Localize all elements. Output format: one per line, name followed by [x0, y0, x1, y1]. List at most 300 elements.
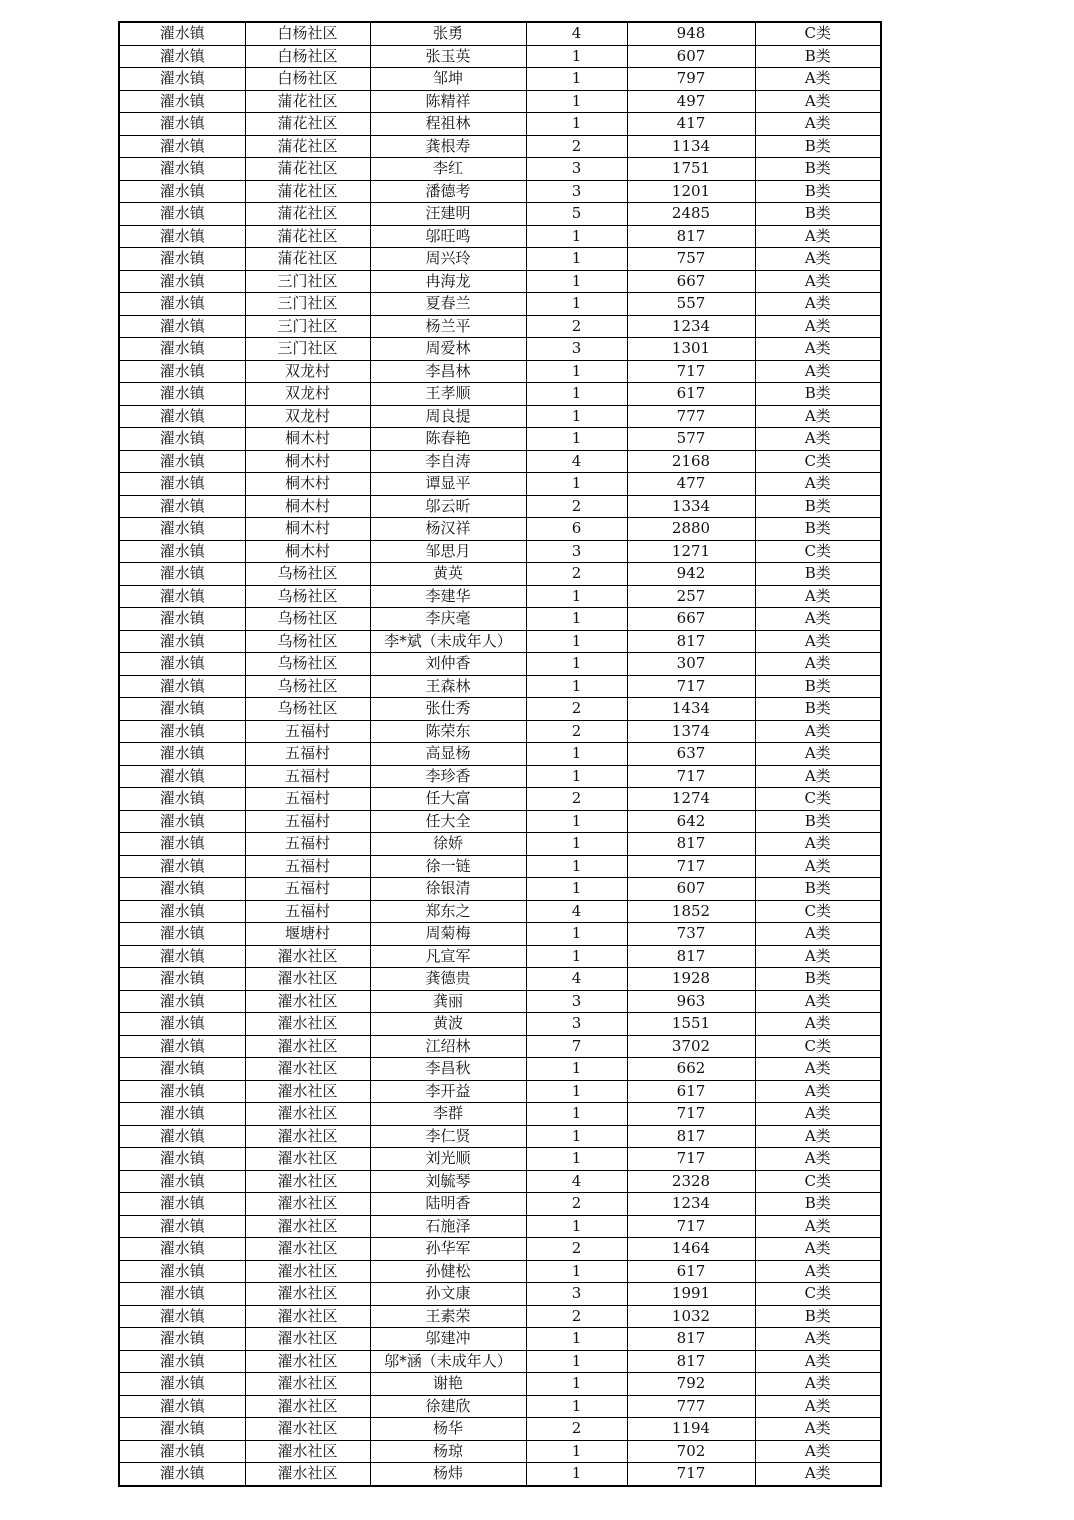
- category-cell: A类: [755, 1260, 881, 1283]
- name-cell: 徐建欣: [370, 1395, 526, 1418]
- community-cell: 白杨社区: [245, 22, 370, 45]
- household-size-cell: 4: [526, 1170, 627, 1193]
- table-row: [119, 495, 881, 518]
- name-cell: 李仁贤: [370, 1125, 526, 1148]
- category-cell: A类: [755, 1328, 881, 1351]
- household-size-cell: 1: [526, 113, 627, 136]
- household-size-cell: 1: [526, 1463, 627, 1486]
- category-cell: A类: [755, 1080, 881, 1103]
- category-cell: B类: [755, 383, 881, 406]
- household-size-cell: 1: [526, 1440, 627, 1463]
- table-row: [119, 878, 881, 901]
- name-cell: 龚根寿: [370, 135, 526, 158]
- category-cell: A类: [755, 473, 881, 496]
- household-size-cell: 2: [526, 1305, 627, 1328]
- category-cell: A类: [755, 68, 881, 91]
- household-size-cell: 3: [526, 540, 627, 563]
- category-cell: A类: [755, 833, 881, 856]
- amount-cell: 1134: [627, 135, 755, 158]
- amount-cell: 817: [627, 225, 755, 248]
- category-cell: C类: [755, 22, 881, 45]
- name-cell: 邬建冲: [370, 1328, 526, 1351]
- town-cell: 濯水镇: [119, 180, 245, 203]
- name-cell: 李珍香: [370, 765, 526, 788]
- name-cell: 周爱林: [370, 338, 526, 361]
- amount-cell: 477: [627, 473, 755, 496]
- table-row: [119, 675, 881, 698]
- town-cell: 濯水镇: [119, 585, 245, 608]
- town-cell: 濯水镇: [119, 900, 245, 923]
- household-size-cell: 4: [526, 968, 627, 991]
- amount-cell: 817: [627, 945, 755, 968]
- community-cell: 乌杨社区: [245, 630, 370, 653]
- town-cell: 濯水镇: [119, 1463, 245, 1486]
- category-cell: A类: [755, 90, 881, 113]
- household-size-cell: 1: [526, 1080, 627, 1103]
- amount-cell: 1201: [627, 180, 755, 203]
- amount-cell: 717: [627, 1148, 755, 1171]
- household-size-cell: 2: [526, 563, 627, 586]
- amount-cell: 1434: [627, 698, 755, 721]
- community-cell: 桐木村: [245, 540, 370, 563]
- town-cell: 濯水镇: [119, 945, 245, 968]
- amount-cell: 737: [627, 923, 755, 946]
- name-cell: 江绍林: [370, 1035, 526, 1058]
- community-cell: 濯水社区: [245, 1035, 370, 1058]
- name-cell: 黄波: [370, 1013, 526, 1036]
- name-cell: 孙文康: [370, 1283, 526, 1306]
- table-row: [119, 338, 881, 361]
- table-row: [119, 945, 881, 968]
- amount-cell: 1234: [627, 1193, 755, 1216]
- amount-cell: 257: [627, 585, 755, 608]
- amount-cell: 717: [627, 765, 755, 788]
- amount-cell: 1751: [627, 158, 755, 181]
- name-cell: 陈精祥: [370, 90, 526, 113]
- amount-cell: 948: [627, 22, 755, 45]
- name-cell: 谭显平: [370, 473, 526, 496]
- town-cell: 濯水镇: [119, 293, 245, 316]
- household-size-cell: 1: [526, 743, 627, 766]
- amount-cell: 1271: [627, 540, 755, 563]
- table-row: [119, 135, 881, 158]
- name-cell: 李自涛: [370, 450, 526, 473]
- household-size-cell: 1: [526, 1215, 627, 1238]
- amount-cell: 3702: [627, 1035, 755, 1058]
- community-cell: 五福村: [245, 788, 370, 811]
- town-cell: 濯水镇: [119, 1395, 245, 1418]
- table-row: [119, 698, 881, 721]
- category-cell: A类: [755, 923, 881, 946]
- amount-cell: 942: [627, 563, 755, 586]
- table-row: [119, 1080, 881, 1103]
- town-cell: 濯水镇: [119, 360, 245, 383]
- town-cell: 濯水镇: [119, 473, 245, 496]
- category-cell: B类: [755, 180, 881, 203]
- name-cell: 龚德贵: [370, 968, 526, 991]
- name-cell: 刘光顺: [370, 1148, 526, 1171]
- household-size-cell: 1: [526, 923, 627, 946]
- community-cell: 五福村: [245, 878, 370, 901]
- town-cell: 濯水镇: [119, 1193, 245, 1216]
- amount-cell: 717: [627, 1215, 755, 1238]
- data-table: [118, 21, 882, 1487]
- name-cell: 孙健松: [370, 1260, 526, 1283]
- category-cell: B类: [755, 518, 881, 541]
- household-size-cell: 1: [526, 1260, 627, 1283]
- community-cell: 白杨社区: [245, 45, 370, 68]
- amount-cell: 792: [627, 1373, 755, 1396]
- household-size-cell: 2: [526, 788, 627, 811]
- table-row: [119, 1350, 881, 1373]
- community-cell: 濯水社区: [245, 1080, 370, 1103]
- category-cell: C类: [755, 540, 881, 563]
- town-cell: 濯水镇: [119, 1058, 245, 1081]
- town-cell: 濯水镇: [119, 203, 245, 226]
- table-row: [119, 1193, 881, 1216]
- town-cell: 濯水镇: [119, 1170, 245, 1193]
- amount-cell: 557: [627, 293, 755, 316]
- category-cell: A类: [755, 1440, 881, 1463]
- table-row: [119, 720, 881, 743]
- town-cell: 濯水镇: [119, 383, 245, 406]
- name-cell: 郑东之: [370, 900, 526, 923]
- amount-cell: 817: [627, 630, 755, 653]
- category-cell: B类: [755, 810, 881, 833]
- household-size-cell: 3: [526, 158, 627, 181]
- name-cell: 张勇: [370, 22, 526, 45]
- town-cell: 濯水镇: [119, 878, 245, 901]
- household-size-cell: 1: [526, 630, 627, 653]
- table-row: [119, 923, 881, 946]
- category-cell: A类: [755, 113, 881, 136]
- amount-cell: 642: [627, 810, 755, 833]
- table-row: [119, 990, 881, 1013]
- community-cell: 濯水社区: [245, 1238, 370, 1261]
- name-cell: 谢艳: [370, 1373, 526, 1396]
- category-cell: B类: [755, 675, 881, 698]
- table-row: [119, 1395, 881, 1418]
- table-row: [119, 1103, 881, 1126]
- category-cell: A类: [755, 1215, 881, 1238]
- town-cell: 濯水镇: [119, 22, 245, 45]
- town-cell: 濯水镇: [119, 450, 245, 473]
- town-cell: 濯水镇: [119, 1148, 245, 1171]
- name-cell: 李昌秋: [370, 1058, 526, 1081]
- table-row: [119, 68, 881, 91]
- household-size-cell: 2: [526, 315, 627, 338]
- town-cell: 濯水镇: [119, 1283, 245, 1306]
- category-cell: A类: [755, 293, 881, 316]
- category-cell: A类: [755, 720, 881, 743]
- household-size-cell: 2: [526, 1418, 627, 1441]
- table-row: [119, 563, 881, 586]
- community-cell: 濯水社区: [245, 1305, 370, 1328]
- name-cell: 王森林: [370, 675, 526, 698]
- category-cell: B类: [755, 968, 881, 991]
- table-row: [119, 203, 881, 226]
- household-size-cell: 1: [526, 270, 627, 293]
- category-cell: A类: [755, 1350, 881, 1373]
- household-size-cell: 1: [526, 1350, 627, 1373]
- community-cell: 双龙村: [245, 360, 370, 383]
- name-cell: 程祖林: [370, 113, 526, 136]
- table-row: [119, 1328, 881, 1351]
- table-row: [119, 1283, 881, 1306]
- table-row: [119, 22, 881, 45]
- town-cell: 濯水镇: [119, 788, 245, 811]
- table-row: [119, 1373, 881, 1396]
- community-cell: 濯水社区: [245, 945, 370, 968]
- name-cell: 龚丽: [370, 990, 526, 1013]
- amount-cell: 1852: [627, 900, 755, 923]
- amount-cell: 607: [627, 878, 755, 901]
- table-row: [119, 1058, 881, 1081]
- town-cell: 濯水镇: [119, 1013, 245, 1036]
- community-cell: 桐木村: [245, 473, 370, 496]
- town-cell: 濯水镇: [119, 563, 245, 586]
- amount-cell: 577: [627, 428, 755, 451]
- household-size-cell: 1: [526, 1125, 627, 1148]
- name-cell: 李庆毫: [370, 608, 526, 631]
- community-cell: 濯水社区: [245, 1013, 370, 1036]
- name-cell: 杨炜: [370, 1463, 526, 1486]
- household-size-cell: 4: [526, 22, 627, 45]
- community-cell: 濯水社区: [245, 1283, 370, 1306]
- category-cell: A类: [755, 653, 881, 676]
- town-cell: 濯水镇: [119, 1260, 245, 1283]
- town-cell: 濯水镇: [119, 630, 245, 653]
- community-cell: 桐木村: [245, 518, 370, 541]
- community-cell: 五福村: [245, 900, 370, 923]
- town-cell: 濯水镇: [119, 495, 245, 518]
- amount-cell: 797: [627, 68, 755, 91]
- community-cell: 蒲花社区: [245, 248, 370, 271]
- category-cell: B类: [755, 135, 881, 158]
- community-cell: 乌杨社区: [245, 698, 370, 721]
- community-cell: 濯水社区: [245, 1418, 370, 1441]
- community-cell: 濯水社区: [245, 1058, 370, 1081]
- community-cell: 乌杨社区: [245, 608, 370, 631]
- community-cell: 五福村: [245, 833, 370, 856]
- name-cell: 陈荣东: [370, 720, 526, 743]
- household-size-cell: 4: [526, 450, 627, 473]
- table-row: [119, 225, 881, 248]
- table-row: [119, 788, 881, 811]
- category-cell: A类: [755, 1125, 881, 1148]
- community-cell: 濯水社区: [245, 1148, 370, 1171]
- town-cell: 濯水镇: [119, 1215, 245, 1238]
- community-cell: 濯水社区: [245, 1350, 370, 1373]
- community-cell: 乌杨社区: [245, 563, 370, 586]
- table-row: [119, 1013, 881, 1036]
- name-cell: 陈春艳: [370, 428, 526, 451]
- name-cell: 陆明香: [370, 1193, 526, 1216]
- table-row: [119, 405, 881, 428]
- category-cell: B类: [755, 1193, 881, 1216]
- household-size-cell: 1: [526, 45, 627, 68]
- category-cell: B类: [755, 158, 881, 181]
- category-cell: A类: [755, 990, 881, 1013]
- category-cell: A类: [755, 338, 881, 361]
- name-cell: 李建华: [370, 585, 526, 608]
- category-cell: A类: [755, 608, 881, 631]
- amount-cell: 817: [627, 1125, 755, 1148]
- amount-cell: 617: [627, 1080, 755, 1103]
- name-cell: 刘仲香: [370, 653, 526, 676]
- name-cell: 任大全: [370, 810, 526, 833]
- name-cell: 张玉英: [370, 45, 526, 68]
- community-cell: 濯水社区: [245, 1125, 370, 1148]
- community-cell: 濯水社区: [245, 1440, 370, 1463]
- category-cell: C类: [755, 900, 881, 923]
- household-size-cell: 1: [526, 878, 627, 901]
- household-size-cell: 1: [526, 1373, 627, 1396]
- table-row: [119, 45, 881, 68]
- table-row: [119, 248, 881, 271]
- name-cell: 石施泽: [370, 1215, 526, 1238]
- category-cell: B类: [755, 495, 881, 518]
- town-cell: 濯水镇: [119, 270, 245, 293]
- town-cell: 濯水镇: [119, 1328, 245, 1351]
- name-cell: 邬云昕: [370, 495, 526, 518]
- amount-cell: 667: [627, 608, 755, 631]
- category-cell: A类: [755, 270, 881, 293]
- town-cell: 濯水镇: [119, 675, 245, 698]
- category-cell: B类: [755, 1305, 881, 1328]
- town-cell: 濯水镇: [119, 315, 245, 338]
- table-row: [119, 450, 881, 473]
- community-cell: 乌杨社区: [245, 585, 370, 608]
- community-cell: 蒲花社区: [245, 135, 370, 158]
- category-cell: A类: [755, 1238, 881, 1261]
- town-cell: 濯水镇: [119, 338, 245, 361]
- category-cell: C类: [755, 1283, 881, 1306]
- table-row: [119, 743, 881, 766]
- town-cell: 濯水镇: [119, 608, 245, 631]
- household-size-cell: 5: [526, 203, 627, 226]
- name-cell: 王孝顺: [370, 383, 526, 406]
- community-cell: 蒲花社区: [245, 180, 370, 203]
- household-size-cell: 2: [526, 1193, 627, 1216]
- community-cell: 五福村: [245, 855, 370, 878]
- category-cell: A类: [755, 1103, 881, 1126]
- town-cell: 濯水镇: [119, 765, 245, 788]
- town-cell: 濯水镇: [119, 810, 245, 833]
- name-cell: 李*斌（未成年人）: [370, 630, 526, 653]
- town-cell: 濯水镇: [119, 540, 245, 563]
- table-row: [119, 608, 881, 631]
- name-cell: 杨汉祥: [370, 518, 526, 541]
- town-cell: 濯水镇: [119, 113, 245, 136]
- category-cell: A类: [755, 360, 881, 383]
- town-cell: 濯水镇: [119, 158, 245, 181]
- town-cell: 濯水镇: [119, 1350, 245, 1373]
- category-cell: C类: [755, 450, 881, 473]
- household-size-cell: 2: [526, 495, 627, 518]
- household-size-cell: 1: [526, 653, 627, 676]
- name-cell: 杨琼: [370, 1440, 526, 1463]
- name-cell: 邹思月: [370, 540, 526, 563]
- amount-cell: 607: [627, 45, 755, 68]
- household-size-cell: 1: [526, 360, 627, 383]
- community-cell: 濯水社区: [245, 968, 370, 991]
- table-row: [119, 855, 881, 878]
- name-cell: 周良提: [370, 405, 526, 428]
- name-cell: 李红: [370, 158, 526, 181]
- amount-cell: 757: [627, 248, 755, 271]
- amount-cell: 702: [627, 1440, 755, 1463]
- category-cell: B类: [755, 203, 881, 226]
- amount-cell: 1928: [627, 968, 755, 991]
- town-cell: 濯水镇: [119, 405, 245, 428]
- household-size-cell: 1: [526, 675, 627, 698]
- amount-cell: 667: [627, 270, 755, 293]
- household-size-cell: 1: [526, 248, 627, 271]
- name-cell: 徐一链: [370, 855, 526, 878]
- community-cell: 五福村: [245, 810, 370, 833]
- household-size-cell: 2: [526, 698, 627, 721]
- amount-cell: 817: [627, 1350, 755, 1373]
- community-cell: 濯水社区: [245, 1170, 370, 1193]
- household-size-cell: 1: [526, 765, 627, 788]
- name-cell: 邹坤: [370, 68, 526, 91]
- table-row: [119, 1463, 881, 1486]
- table-row: [119, 1260, 881, 1283]
- table-row: [119, 473, 881, 496]
- name-cell: 任大富: [370, 788, 526, 811]
- name-cell: 李开益: [370, 1080, 526, 1103]
- category-cell: A类: [755, 248, 881, 271]
- category-cell: C类: [755, 1035, 881, 1058]
- category-cell: A类: [755, 945, 881, 968]
- amount-cell: 1991: [627, 1283, 755, 1306]
- town-cell: 濯水镇: [119, 45, 245, 68]
- household-size-cell: 2: [526, 1238, 627, 1261]
- table-row: [119, 900, 881, 923]
- name-cell: 黄英: [370, 563, 526, 586]
- table-row: [119, 518, 881, 541]
- table-row: [119, 315, 881, 338]
- table-row: [119, 113, 881, 136]
- table-row: [119, 293, 881, 316]
- name-cell: 高显杨: [370, 743, 526, 766]
- community-cell: 堰塘村: [245, 923, 370, 946]
- name-cell: 杨兰平: [370, 315, 526, 338]
- amount-cell: 777: [627, 1395, 755, 1418]
- town-cell: 濯水镇: [119, 1125, 245, 1148]
- household-size-cell: 1: [526, 1395, 627, 1418]
- household-size-cell: 6: [526, 518, 627, 541]
- amount-cell: 1274: [627, 788, 755, 811]
- town-cell: 濯水镇: [119, 1238, 245, 1261]
- name-cell: 杨华: [370, 1418, 526, 1441]
- name-cell: 潘德考: [370, 180, 526, 203]
- household-size-cell: 1: [526, 1148, 627, 1171]
- name-cell: 王素荣: [370, 1305, 526, 1328]
- table-row: [119, 765, 881, 788]
- amount-cell: 2328: [627, 1170, 755, 1193]
- table-row: [119, 833, 881, 856]
- town-cell: 濯水镇: [119, 135, 245, 158]
- town-cell: 濯水镇: [119, 1418, 245, 1441]
- table-row: [119, 630, 881, 653]
- table-row: [119, 270, 881, 293]
- community-cell: 濯水社区: [245, 1373, 370, 1396]
- household-size-cell: 1: [526, 428, 627, 451]
- name-cell: 汪建明: [370, 203, 526, 226]
- category-cell: B类: [755, 878, 881, 901]
